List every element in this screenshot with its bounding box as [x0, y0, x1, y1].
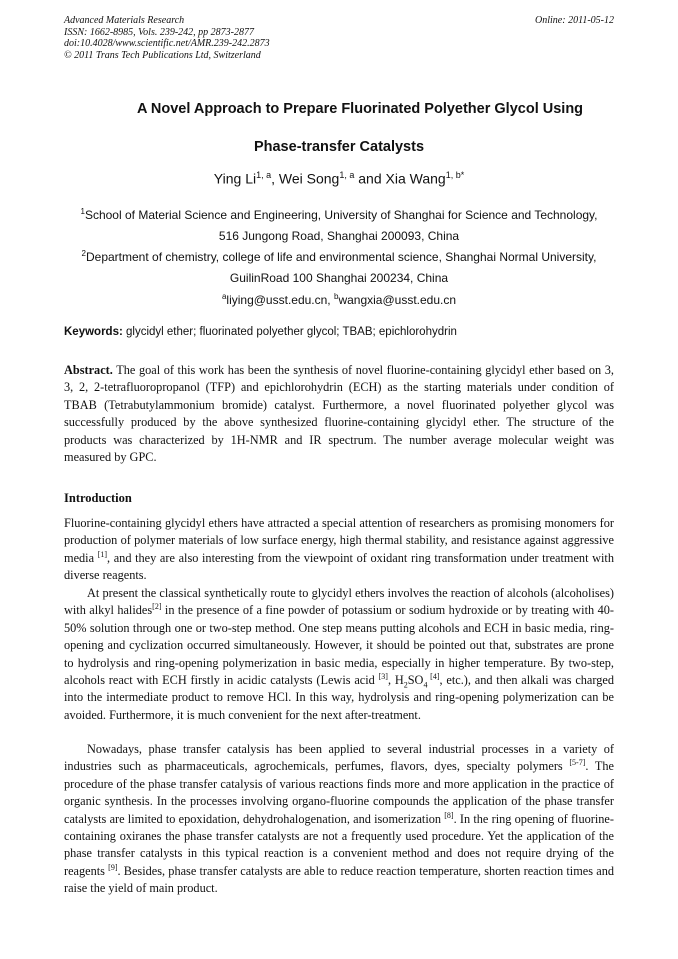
author-name: Xia Wang [385, 170, 446, 187]
author-affiliation-mark: 1, a [339, 170, 355, 180]
author-separator: and [354, 170, 386, 187]
paragraph-text: . The procedure of the phase transfer catalysis of various reactions finds more and more application in the practice of organic synthesis. In the processes involving organo-fluorine compounds the application of the phase transfer catalysts are limited to epoxidation, dehydrohalogenation, and isomerization [64, 759, 615, 826]
author-separator: , [271, 170, 279, 187]
keywords-text: glycidyl ether; fluorinated polyether glycol; TBAB; epichlorohydrin [122, 326, 457, 338]
paragraph-text: SO [407, 673, 424, 688]
abstract-text: The goal of this work has been the synthesis of novel fluorine-containing glycidyl ether based on 3, 3, 2, 2-tetrafluoropropanol (TFP) and epichlorohydrin (ECH) as the starting materials under condition of TBAB (Tetrabutylammonium bromide) catalyst. Furthermore, a novel fluorinated polyether glycol was successfully produced by the above synthesized fluorine-containing glycidyl ether. The structure of the products was characterized by 1H-NMR and IR spectrum. The number average molecular weight was measured by GPC. [64, 363, 614, 465]
citation[interactable]: [2] [152, 602, 162, 612]
affiliation-1 [64, 201, 614, 247]
author-affiliation-mark: 1, b* [445, 170, 465, 180]
doi-line: doi:10.4028/www.scientific.net/AMR.239-242.2873 [64, 38, 270, 49]
issn-line: ISSN: 1662-8985, Vols. 239-242, pp 2873-2877 [64, 26, 254, 38]
keywords-label: Keywords: [64, 326, 123, 338]
author-emails [64, 286, 614, 311]
abstract-label: Abstract. [64, 363, 113, 377]
subscript: 2 [403, 680, 408, 690]
section-heading: Introduction [64, 491, 132, 505]
copyright-line: © 2011 Trans Tech Publications Ltd, Switzerland [64, 49, 261, 61]
email-link[interactable]: wangxia@usst.edu.cn [338, 293, 457, 307]
citation[interactable]: [4] [427, 671, 440, 681]
citation[interactable]: [1] [97, 549, 108, 559]
journal-header [64, 15, 270, 61]
paragraph-text: At present the classical synthetically route to glycidyl ethers involves the reaction of alcohols (alcoholises) with alkyl halides [64, 586, 614, 618]
body-paragraph-3 [64, 741, 614, 898]
paragraph-text: . Besides, phase transfer catalysts are able to reduce reaction temperature, shorten reaction times and raise the yield of main product. [64, 863, 614, 896]
affiliation-2 [64, 243, 614, 289]
author-name: Ying Li [213, 170, 257, 187]
affiliation-address: 516 Jungong Road, Shanghai 200093, China [218, 229, 460, 243]
keywords [64, 326, 614, 338]
title-line-2: Phase-transfer Catalysts [253, 139, 425, 155]
abstract [64, 362, 614, 466]
citation[interactable]: [3] [378, 671, 388, 681]
paragraph-text: in the presence of a fine powder of potassium or sodium hydroxide or by treating with 40-50% solution through one or two-step method. One step means putting alcohols and ECH in basic media, ring-opening and cyclization occurred simultaneously. However, it should be pointed out that, substrates are prone to hydrolysis and ring-opening polymerization in basic media, especially in higher temperature. By two-step, alcohols react with ECH firstly in acidic catalysts (Lewis acid [64, 603, 614, 688]
subscript: 4 [423, 680, 428, 690]
citation[interactable]: [8] [444, 810, 454, 820]
citation[interactable]: [9] [108, 862, 118, 872]
title-line-1: A Novel Approach to Prepare Fluorinated Polyether Glycol Using [136, 101, 584, 117]
affiliation-mark: 1 [80, 207, 85, 216]
body-paragraph-2 [64, 585, 614, 724]
paragraph-text: , etc.), and then alkali was charged into the intermediate product to remove HCl. In this way, hydrolysis and ring-opening polymerization can be avoided. Furthermore, it is much convenient for the next after-treatment. [64, 673, 615, 722]
journal-name: Advanced Materials Research [64, 15, 185, 26]
affiliation-address: GuilinRoad 100 Shanghai 200234, China [229, 271, 449, 285]
paragraph-text: , and they are also interesting from the viewpoint of oxidant ring transformation under treatment with diverse reagents. [64, 550, 614, 583]
author-affiliation-mark: 1, a [256, 170, 272, 180]
email-mark: a [221, 292, 227, 301]
citation[interactable]: [5-7] [569, 758, 586, 768]
paragraph-text: , H [387, 673, 404, 688]
affiliation-text: Department of chemistry, college of life and environmental science, Shanghai Normal University, [85, 250, 597, 264]
author-list [64, 170, 614, 187]
affiliation-mark: 2 [81, 249, 86, 258]
paragraph-text: Nowadays, phase transfer catalysis has been applied to several industrial processes in a variety of industries such as pharmaceuticals, agrochemicals, perfumes, flavors, dyes, specialty polymers [64, 742, 614, 774]
paragraph-text: . In the ring opening of fluorine-containing oxiranes the phase transfer catalysts are not a frequently used procedure. Yet the application of the phase transfer catalysts in this typical reaction is a convenient method and does not require drying of the reagents [64, 811, 614, 878]
online-date: Online: 2011-05-12 [535, 15, 614, 26]
email-link[interactable]: liying@usst.edu.cn, [226, 293, 334, 307]
affiliation-text: School of Material Science and Engineering, University of Shanghai for Science and Technology, [84, 208, 598, 222]
email-mark: b [333, 292, 339, 301]
paragraph-text: Fluorine-containing glycidyl ethers have attracted a special attention of researchers as promising monomers for production of polymer materials of low surface energy, high thermal stability, and resistance against aggressive media [64, 516, 614, 565]
body-paragraph-1 [64, 515, 614, 585]
paper-title [64, 90, 614, 166]
author-name: Wei Song [278, 170, 340, 187]
